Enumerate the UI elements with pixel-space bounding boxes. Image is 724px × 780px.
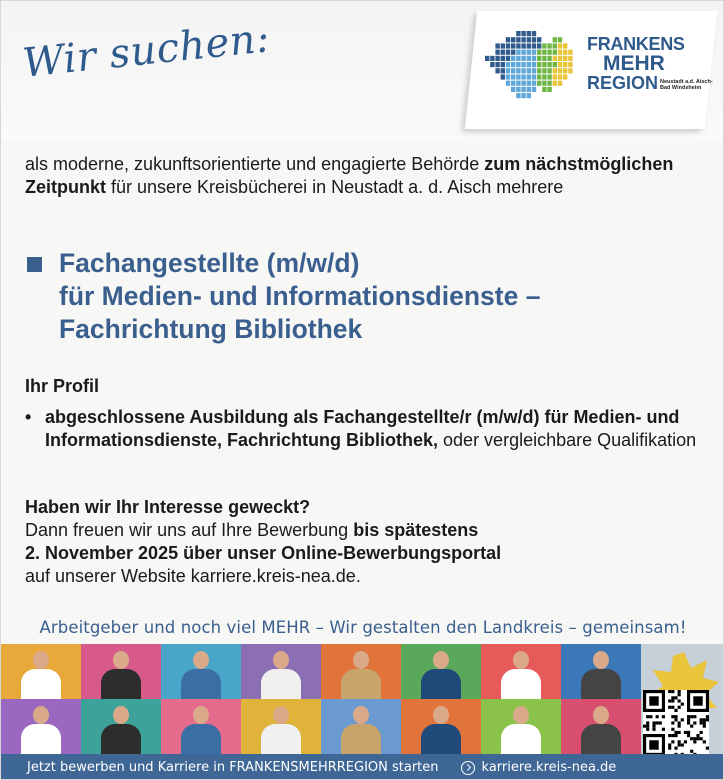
qr-panel [641, 644, 724, 754]
person-icon [421, 706, 461, 754]
logo-line-2: MEHR [603, 52, 665, 75]
person-icon [261, 651, 301, 699]
person-icon [581, 706, 621, 754]
square-bullet-icon [27, 257, 42, 272]
photo-tile [401, 644, 481, 699]
headline: Wir suchen: [20, 15, 272, 87]
photo-tile [161, 644, 241, 699]
photo-tile [1, 699, 81, 754]
person-icon [101, 706, 141, 754]
photo-tile [561, 699, 641, 754]
person-icon [341, 706, 381, 754]
person-icon [21, 651, 61, 699]
photo-tile [81, 699, 161, 754]
person-icon [181, 706, 221, 754]
region-map-logo-icon [485, 31, 585, 101]
person-icon [501, 651, 541, 699]
photo-tile [481, 644, 561, 699]
footer-cta-text: Jetzt bewerben und Karriere in FRANKENSMEHRREGION starten [27, 760, 439, 775]
footer-bar [1, 754, 724, 780]
profile-heading: Ihr Profil [25, 376, 100, 396]
job-title [25, 247, 705, 346]
person-icon [261, 706, 301, 754]
person-icon [21, 706, 61, 754]
slogan: Arbeitgeber und noch viel MEHR – Wir gestalten den Landkreis – gemeinsam! [39, 618, 687, 637]
photo-tile [321, 644, 401, 699]
photo-tile [1, 644, 81, 699]
logo-wordmark [587, 35, 717, 92]
job-title-line-3: Fachrichtung Bibliothek [59, 314, 363, 344]
header [1, 1, 724, 141]
arrow-circle-icon [461, 761, 475, 775]
logo-line-1: FRANKENS [587, 34, 685, 54]
person-icon [421, 651, 461, 699]
photo-tile [161, 699, 241, 754]
logo-line-3: REGION [587, 73, 659, 93]
photo-tile [241, 644, 321, 699]
person-icon [501, 706, 541, 754]
list-item: • abgeschlossene Ausbildung als Fachangestellte/r (m/w/d) für Medien- und Informationsdienste, Fachrichtung Bibliothek, oder vergleichbare Qualifikation [25, 407, 697, 450]
photo-tile [321, 699, 401, 754]
interest-heading: Haben wir Ihr Interesse geweckt? [25, 497, 311, 517]
logo-subtitle: Neustadt a.d. Aisch- Bad Windsheim [660, 79, 713, 92]
employee-photo-collage [1, 644, 641, 754]
photo-tile [481, 699, 561, 754]
bullet-icon: • [25, 407, 32, 427]
footer-link[interactable]: karriere.kreis-nea.de [461, 760, 617, 775]
person-icon [101, 651, 141, 699]
photo-tile [561, 644, 641, 699]
intro-text: als moderne, zukunftsorientierte und engagierte Behörde zum nächstmöglichen Zeitpunkt für unsere Kreisbücherei in Neustadt a. d. Aisch mehrere [25, 154, 674, 197]
profile-section [25, 375, 705, 452]
photo-tile [241, 699, 321, 754]
job-title-line-1: Fachangestellte (m/w/d) [59, 248, 360, 278]
person-icon [341, 651, 381, 699]
qr-code-icon[interactable] [643, 690, 709, 756]
interest-section: Haben wir Ihr Interesse geweckt? Dann freuen wir uns auf Ihre Bewerbung bis spätestens 2. November 2025 über unser Online-Bewerbungsportal auf unserer Website karriere.kreis-nea.de. [25, 496, 705, 588]
job-title-line-2: für Medien- und Informationsdienste – [59, 281, 541, 311]
person-icon [581, 651, 621, 699]
person-icon [181, 651, 221, 699]
photo-tile [401, 699, 481, 754]
photo-tile [81, 644, 161, 699]
